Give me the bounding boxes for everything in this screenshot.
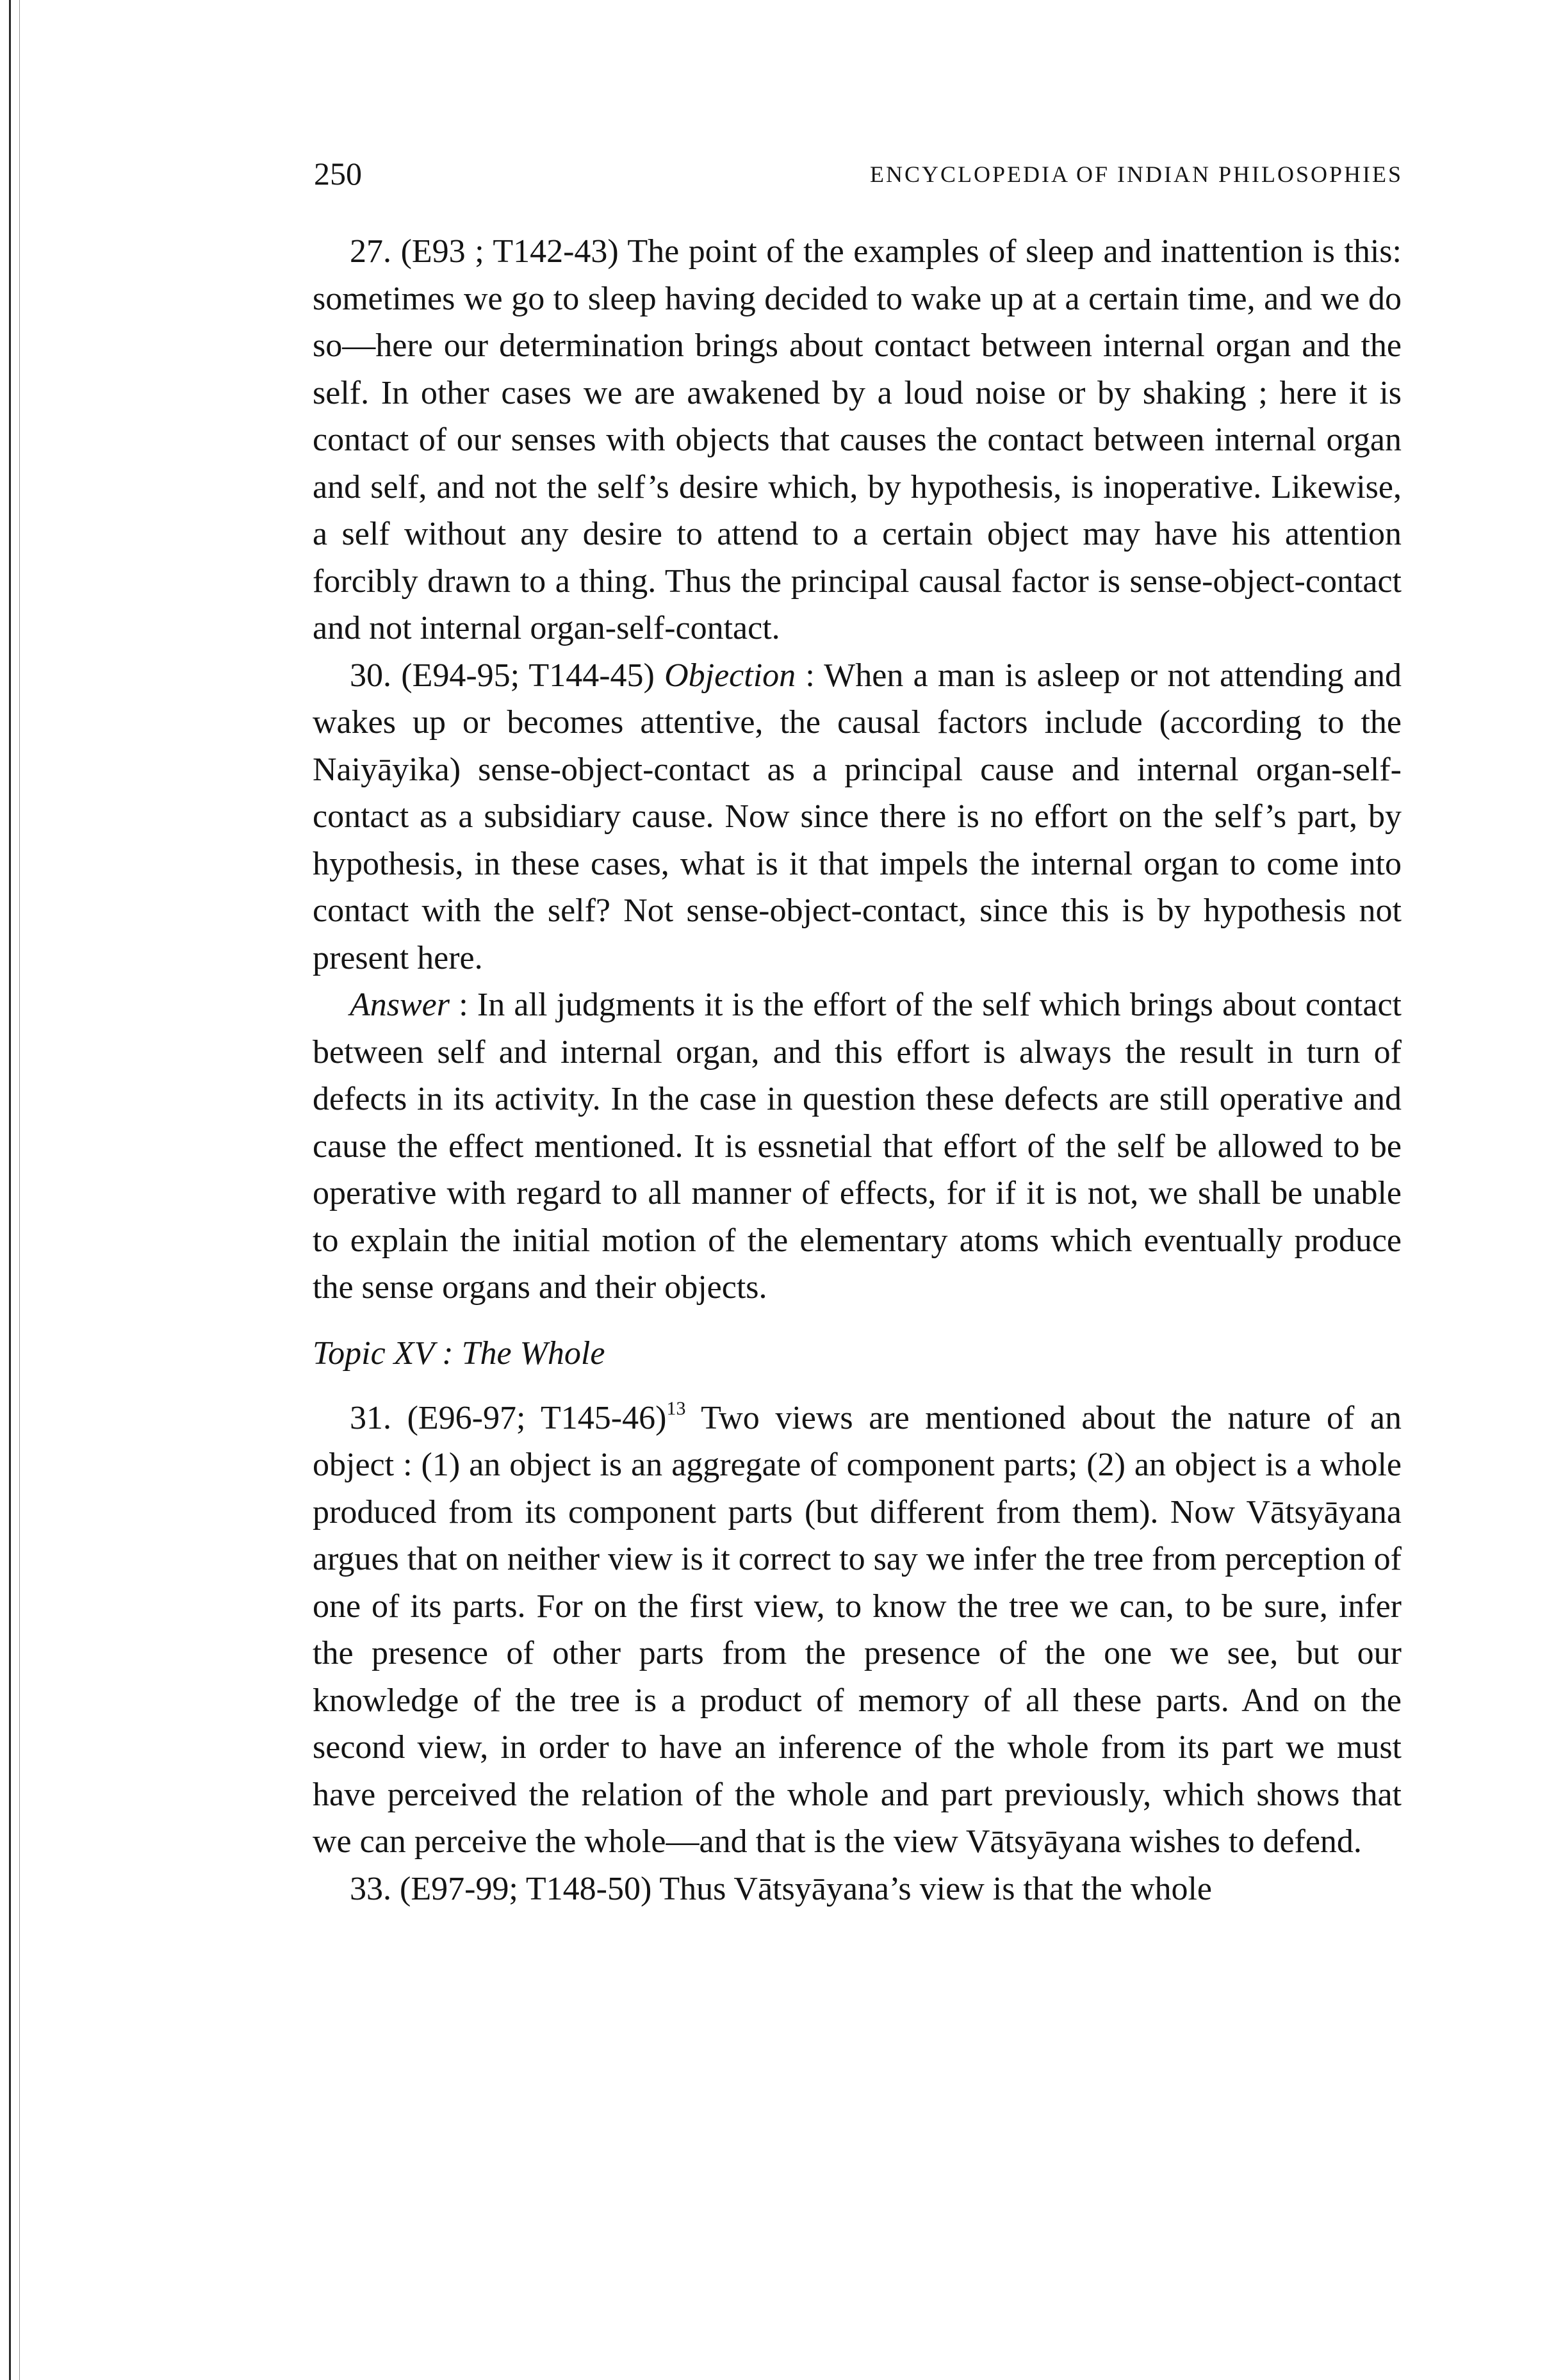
binding-edge-line-inner [19, 0, 20, 2380]
answer-text: : In all judgments it is the effort of the self which brings about contact between self and internal organ, and this effort is always the result in turn of defects in its activity. In the case in question these defects are still operative and cause the effect mentioned. It is essnetial that effort of the self be allowed to be operative with regard to all manner of effects, for if it is not, we shall be unable to explain the initial motion of the elementary atoms which eventually produce the sense organs and their objects. [313, 987, 1402, 1306]
answer-paragraph [313, 981, 1402, 1311]
paragraph-30-number: 30. (E94-95; T144-45) [350, 657, 665, 694]
paragraph-27: 27. (E93 ; T142-43) The point of the examples of sleep and inattention is this: sometimes we go to sleep having decided to wake up at a certain time, and we do so—here our determination brings about contact between internal organ and the self. In other cases we are awakened by a loud noise or by shaking ; here it is contact of our senses with objects that causes the contact between internal organ and self, and not the self’s desire which, by hypothesis, is inoperative. Likewise, a self without any desire to attend to a certain object may have his attention forcibly drawn to a thing. Thus the principal causal factor is sense-object-contact and not internal organ-self-contact. [313, 233, 1402, 646]
binding-edge-line [9, 0, 11, 2380]
topic-heading: Topic XV : The Whole [313, 1334, 605, 1372]
page-number: 250 [314, 156, 362, 192]
answer-label: Answer [350, 987, 450, 1023]
footnote-marker: 13 [666, 1397, 686, 1419]
running-head [314, 151, 1403, 196]
paragraph-30-text: : When a man is asleep or not attending and wakes up or becomes attentive, the causal factors include (according to the Naiyāyika) sense-object-contact as a principal cause and internal organ-self-contact as a subsidiary cause. Now since there is no effort on the self’s part, by hypothesis, in these cases, what is it that impels the internal organ to come into contact with the self? Not sense-object-contact, since this is by hypothesis not present here. [313, 657, 1402, 976]
objection-label: Objection [664, 657, 796, 694]
running-title: ENCYCLOPEDIA OF INDIAN PHILOSOPHIES [869, 161, 1403, 187]
body-text [313, 228, 1402, 1912]
paragraph-30 [313, 652, 1402, 982]
paragraph-31 [313, 1395, 1402, 1866]
paragraph-31-text: Two views are mentioned about the nature of an object : (1) an object is an aggregate of component parts; (2) an object is a whole produced from its component parts (but different from them). Now Vātsyāyana argues that on neither view is it correct to say we infer the tree from perception of one of its parts. For on the first view, to know the tree we can, to be sure, infer the presence of other parts from the presence of the one we see, but our knowledge of the tree is a product of memory of all these parts. And on the second view, in order to have an inference of the whole from its part we must have perceived the relation of the whole and part previously, which shows that we can perceive the whole—and that is the view Vātsyāyana wishes to defend. [313, 1399, 1402, 1860]
paragraph-33: 33. (E97-99; T148-50) Thus Vātsyāyana’s view is that the whole [350, 1870, 1213, 1907]
paragraph-31-number: 31. (E96-97; T145-46) [350, 1399, 667, 1436]
